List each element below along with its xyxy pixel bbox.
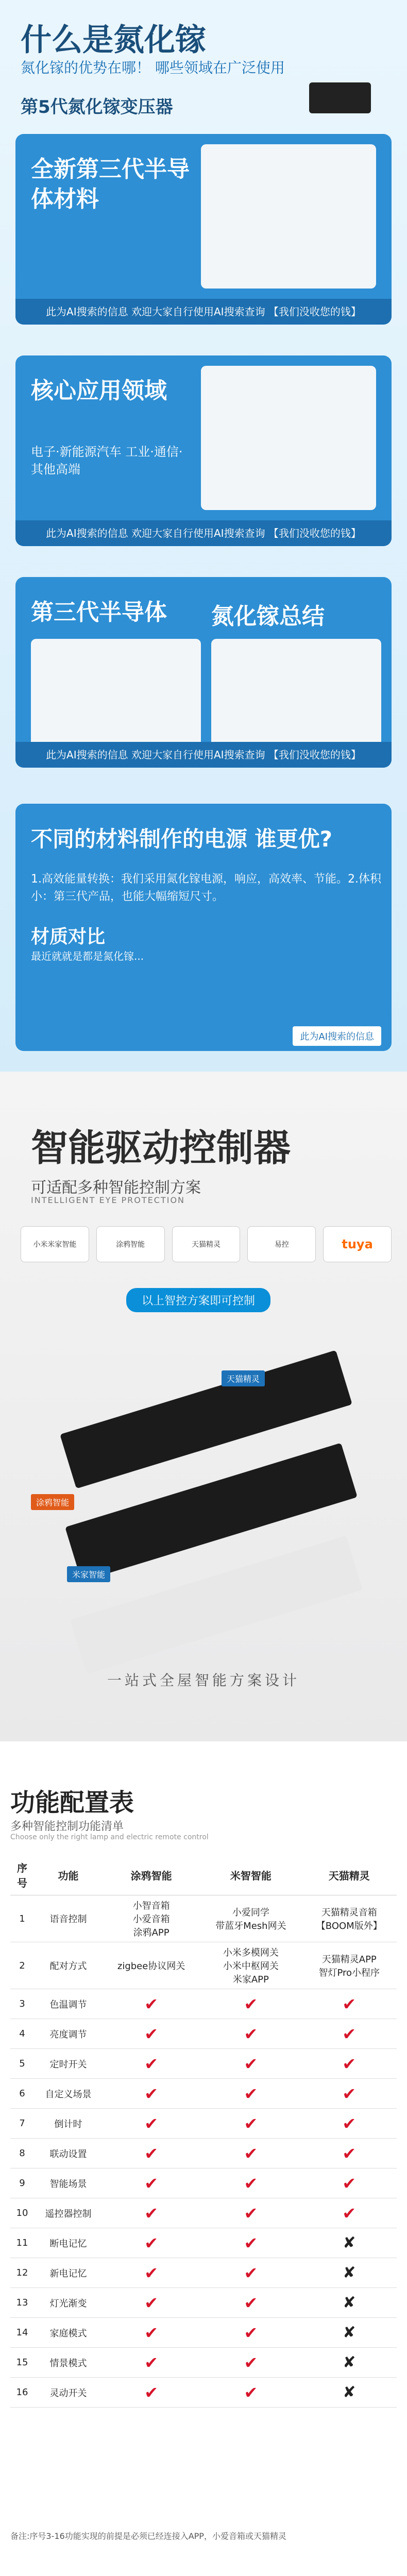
table-cell: 1 [10, 1895, 34, 1942]
table-cell: ✘ [302, 2258, 397, 2288]
table-header-cell: 米智智能 [200, 1855, 301, 1895]
table-cell: ✔ [302, 1989, 397, 2019]
table-cell: ✔ [103, 2348, 200, 2378]
card-summary [15, 577, 392, 768]
table-header-cell: 功能 [34, 1855, 103, 1895]
table-cell: ✔ [200, 2139, 301, 2168]
card-text: 电子·新能源汽车 工业·通信·其他高端 [31, 445, 183, 477]
control-pill: 以上智控方案即可控制 [126, 1288, 270, 1312]
table-cell: ✔ [302, 2168, 397, 2198]
card-title: 全新第三代半导体材料 [31, 156, 190, 212]
ai-screenshot [31, 639, 201, 747]
table-cell: 11 [10, 2228, 34, 2258]
section-title: 智能驱动控制器 [31, 1126, 291, 1170]
table-cell: 配对方式 [34, 1942, 103, 1989]
table-cell: ✔ [103, 2019, 200, 2049]
table-cell: 4 [10, 2019, 34, 2049]
table-cell: ✔ [302, 2079, 397, 2109]
table-row [10, 2019, 397, 2049]
table-cell: 家庭模式 [34, 2318, 103, 2348]
table-cell: 16 [10, 2378, 34, 2408]
section-subtitle: 可适配多种智能控制方案 [31, 1179, 201, 1197]
table-cell: ✔ [200, 2288, 301, 2318]
table-cell: 智能场景 [34, 2168, 103, 2198]
table-cell: 断电记忆 [34, 2228, 103, 2258]
section-tagline: 一站式全屋智能方案设计 [107, 1672, 300, 1689]
gan-subtitle: 氮化镓的优势在哪！ 哪些领域在广泛使用 [21, 59, 285, 76]
table-cell: 7 [10, 2109, 34, 2139]
table-cell: ✔ [103, 2049, 200, 2079]
table-cell: 13 [10, 2288, 34, 2318]
card-title: 第三代半导体 [31, 599, 167, 625]
table-cell: ✔ [200, 2318, 301, 2348]
card-title: 不同的材料制作的电源 谁更优? [31, 826, 332, 852]
table-cell: 遥控器控制 [34, 2198, 103, 2228]
table-cell: ✔ [200, 2378, 301, 2408]
card-applications [15, 355, 392, 546]
table-cell: ✔ [302, 2109, 397, 2139]
table-cell: ✔ [200, 2228, 301, 2258]
table-cell: 灯光渐变 [34, 2288, 103, 2318]
table-cell: ✔ [103, 2139, 200, 2168]
table-row [10, 1895, 397, 1942]
gan-title: 什么是氮化镓 [21, 22, 206, 58]
table-cell: 6 [10, 2079, 34, 2109]
table-row [10, 2378, 397, 2408]
table-row [10, 2228, 397, 2258]
table-row [10, 1989, 397, 2019]
ai-screenshot [201, 144, 376, 289]
table-cell: 天猫精灵APP 智灯Pro小程序 [302, 1942, 397, 1989]
ai-screenshot [211, 639, 381, 747]
table-cell: ✔ [103, 2228, 200, 2258]
table-row [10, 2109, 397, 2139]
table-cell: ✔ [200, 2019, 301, 2049]
app-logo: 天猫精灵 [172, 1226, 241, 1262]
table-note: 备注:序号3-16功能实现的前提是必须已经连接入APP，小爱音箱或天猫精灵 [10, 2531, 286, 2541]
table-cell: zigbee协议网关 [103, 1942, 200, 1989]
table-cell: 色温调节 [34, 1989, 103, 2019]
gan-chip-image [309, 82, 371, 113]
app-logo: 小米米家智能 [21, 1226, 89, 1262]
table-cell: 天猫精灵音箱 【BOOM版外】 [302, 1895, 397, 1942]
table-row [10, 2079, 397, 2109]
label-tmall: 天猫精灵 [222, 1370, 265, 1386]
section-subtitle: 多种智能控制功能清单 [10, 1820, 124, 1833]
ai-source-button[interactable]: 此为AI搜索的信息 [293, 1026, 381, 1046]
card-material [15, 134, 392, 325]
card-footer: 此为AI搜索的信息 欢迎大家自行使用AI搜索查询 【我们没收您的钱】 [15, 742, 392, 768]
table-row [10, 2348, 397, 2378]
card-footer: 此为AI搜索的信息 欢迎大家自行使用AI搜索查询 【我们没收您的钱】 [15, 299, 392, 325]
table-cell: 亮度调节 [34, 2019, 103, 2049]
table-cell: ✔ [302, 2049, 397, 2079]
section-subtitle-en: Choose only the right lamp and electric remote control [10, 1833, 209, 1841]
card-title: 核心应用领域 [31, 378, 167, 404]
card-text-2: 最近就就是都是氮化镓... [31, 950, 144, 962]
table-cell: ✔ [200, 2079, 301, 2109]
table-cell: ✔ [302, 2019, 397, 2049]
table-cell: ✘ [302, 2348, 397, 2378]
table-cell: 定时开关 [34, 2049, 103, 2079]
table-row [10, 2288, 397, 2318]
feature-table [10, 1855, 397, 2408]
table-cell: ✔ [103, 2109, 200, 2139]
table-row [10, 2198, 397, 2228]
gan-section-heading: 第5代氮化镓变压器 [21, 97, 173, 117]
table-row [10, 2258, 397, 2288]
table-cell: ✔ [103, 2288, 200, 2318]
app-logos [21, 1226, 392, 1262]
table-cell: 联动设置 [34, 2139, 103, 2168]
app-logo: 易控 [247, 1226, 316, 1262]
table-row [10, 2168, 397, 2198]
app-logo: tuya [323, 1226, 392, 1262]
table-cell: 小米多模网关 小米中枢网关 米家APP [200, 1942, 301, 1989]
table-cell: ✔ [103, 2378, 200, 2408]
table-header-cell: 涂鸦智能 [103, 1855, 200, 1895]
table-cell: 小爱同学 带蓝牙Mesh网关 [200, 1895, 301, 1942]
table-cell: ✔ [302, 2139, 397, 2168]
table-cell: ✔ [103, 2198, 200, 2228]
table-cell: ✔ [103, 2079, 200, 2109]
table-cell: 2 [10, 1942, 34, 1989]
table-cell: 15 [10, 2348, 34, 2378]
table-cell: 小智音箱 小爱音箱 涂鸦APP [103, 1895, 200, 1942]
table-cell: ✔ [200, 2348, 301, 2378]
table-cell: ✔ [200, 2168, 301, 2198]
table-cell: ✔ [103, 1989, 200, 2019]
table-cell: 情景模式 [34, 2348, 103, 2378]
card-subheading: 材质对比 [31, 926, 106, 947]
table-row [10, 1942, 397, 1989]
table-cell: 新电记忆 [34, 2258, 103, 2288]
table-row [10, 2139, 397, 2168]
table-cell: 9 [10, 2168, 34, 2198]
table-cell: 自定义场景 [34, 2079, 103, 2109]
table-cell: 语音控制 [34, 1895, 103, 1942]
card-title-2: 氮化镓总结 [211, 603, 325, 630]
table-cell: 10 [10, 2198, 34, 2228]
table-cell: ✔ [103, 2168, 200, 2198]
feature-table-section [0, 1741, 407, 2576]
card-comparison [15, 804, 392, 1051]
ai-screenshot [201, 366, 376, 510]
table-cell: 3 [10, 1989, 34, 2019]
table-row [10, 2049, 397, 2079]
gan-section [0, 0, 407, 1072]
app-logo: 涂鸦智能 [96, 1226, 165, 1262]
card-text: 1.高效能量转换：我们采用氮化镓电源，响应，高效率、节能。2.体积小：第三代产品，也能大幅缩短尺寸。 [31, 873, 381, 903]
table-cell: ✘ [302, 2288, 397, 2318]
table-cell: ✔ [302, 2198, 397, 2228]
table-cell: ✘ [302, 2318, 397, 2348]
table-cell: 12 [10, 2258, 34, 2288]
table-cell: ✔ [200, 1989, 301, 2019]
label-tuya: 涂鸦智能 [31, 1494, 74, 1510]
table-cell: ✔ [200, 2109, 301, 2139]
table-cell: ✔ [200, 2049, 301, 2079]
table-cell: 8 [10, 2139, 34, 2168]
table-cell: 5 [10, 2049, 34, 2079]
table-cell: 倒计时 [34, 2109, 103, 2139]
table-cell: ✔ [103, 2258, 200, 2288]
table-cell: 14 [10, 2318, 34, 2348]
table-cell: ✔ [103, 2318, 200, 2348]
section-subtitle-en: INTELLIGENT EYE PROTECTION [31, 1195, 185, 1205]
table-row [10, 2318, 397, 2348]
card-footer: 此为AI搜索的信息 欢迎大家自行使用AI搜索查询 【我们没收您的钱】 [15, 520, 392, 546]
table-header-cell: 天猫精灵 [302, 1855, 397, 1895]
table-cell: ✔ [200, 2198, 301, 2228]
section-title: 功能配置表 [10, 1788, 134, 1817]
smart-controller-section [0, 1072, 407, 1741]
table-cell: ✘ [302, 2378, 397, 2408]
table-cell: 灵动开关 [34, 2378, 103, 2408]
label-mijia: 米家智能 [67, 1566, 110, 1582]
table-cell: ✔ [200, 2258, 301, 2288]
table-header-cell: 序号 [10, 1855, 34, 1895]
table-cell: ✘ [302, 2228, 397, 2258]
